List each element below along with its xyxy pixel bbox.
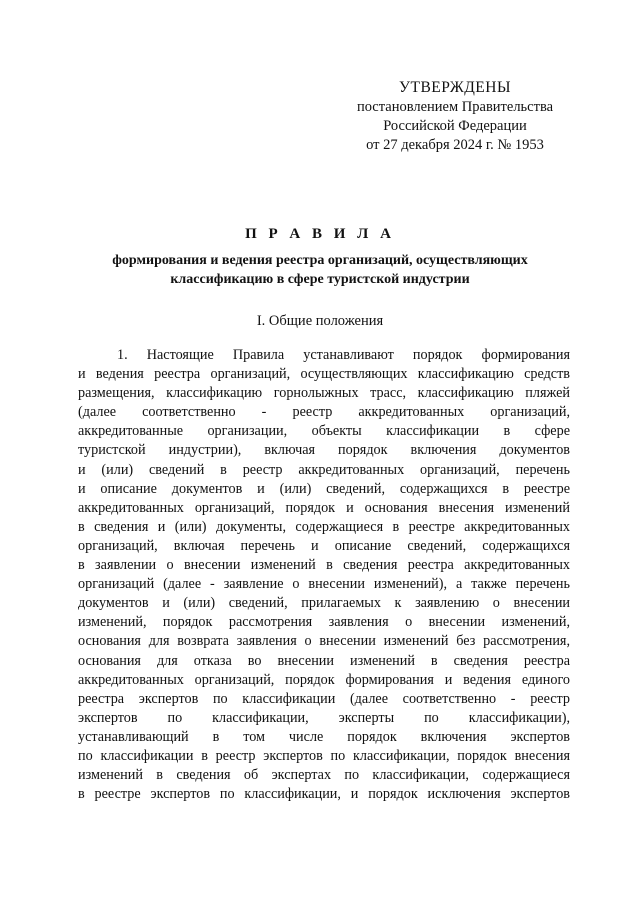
paragraph-line: 1. Настоящие Правила устанавливают порядок формирования (117, 347, 570, 363)
paragraph-line: в реестре экспертов по классификации, и порядок исключения экспертов (78, 786, 570, 803)
paragraph-line: и описание документов и (или) сведений, содержащихся в реестре (78, 480, 570, 497)
paragraph-line: и (или) сведений в реестр аккредитованных организаций, перечень (78, 461, 570, 478)
paragraph-line: туристской индустрии), включая порядок включения документов (78, 442, 570, 459)
approval-line: от 27 декабря 2024 г. № 1953 (366, 137, 544, 153)
paragraph-line: реестра экспертов по классификации (далее соответственно - реестр (78, 690, 570, 707)
paragraph-line: организаций (далее - заявление о внесении изменений), а также перечень (78, 576, 570, 593)
subtitle-line: формирования и ведения реестра организаций, осуществляющих (112, 253, 528, 268)
document-subtitle (70, 251, 570, 289)
paragraph-line: аккредитованные организации, объекты классификации в сфере (78, 423, 570, 440)
paragraph-line: экспертов по классификации, эксперты по классификации), (78, 709, 570, 726)
paragraph-line: основания для отказа во внесении изменений в сведения реестра (78, 652, 570, 669)
paragraph-line: в заявлении о внесении изменений в сведения реестра аккредитованных (78, 557, 570, 574)
paragraph-line: (далее соответственно - реестр аккредитованных организаций, (78, 404, 570, 421)
paragraph-line: устанавливающий в том числе порядок включения экспертов (78, 728, 570, 745)
paragraph-line: в сведения и (или) документы, содержащиеся в реестре аккредитованных (78, 518, 570, 535)
paragraph-line: изменений в сведения об экспертах по классификации, содержащиеся (78, 767, 570, 784)
approval-heading: УТВЕРЖДЕНЫ (399, 79, 511, 96)
paragraph-line: размещения, классификацию горнолыжных трасс, классификацию пляжей (78, 385, 570, 402)
approval-line: Российской Федерации (383, 118, 527, 134)
paragraph-line: и ведения реестра организаций, осуществляющих классификацию средств (78, 366, 570, 383)
subtitle-line: классификацию в сфере туристской индустрии (170, 272, 470, 287)
paragraph (78, 346, 570, 804)
paragraph-line: аккредитованных организаций, порядок и основания внесения изменений (78, 499, 570, 516)
paragraph-line: основания для возврата заявления о внесении изменений без рассмотрения, (78, 633, 570, 650)
paragraph-line: организаций, включая перечень и описание сведений, содержащихся (78, 537, 570, 554)
approval-block (340, 78, 570, 155)
approval-line: постановлением Правительства (356, 99, 554, 115)
paragraph-line: аккредитованных организаций, порядок формирования и ведения единого (78, 671, 570, 688)
paragraph-line: документов и (или) сведений, прилагаемых к заявлению о внесении (78, 595, 570, 612)
paragraph-line: изменений, порядок рассмотрения заявления о внесении изменений, (78, 614, 570, 631)
document-title: П Р А В И Л А (245, 226, 395, 242)
section-heading: I. Общие положения (256, 313, 384, 329)
paragraph-line: по классификации в реестр экспертов по классификации, порядок внесения (78, 747, 570, 764)
